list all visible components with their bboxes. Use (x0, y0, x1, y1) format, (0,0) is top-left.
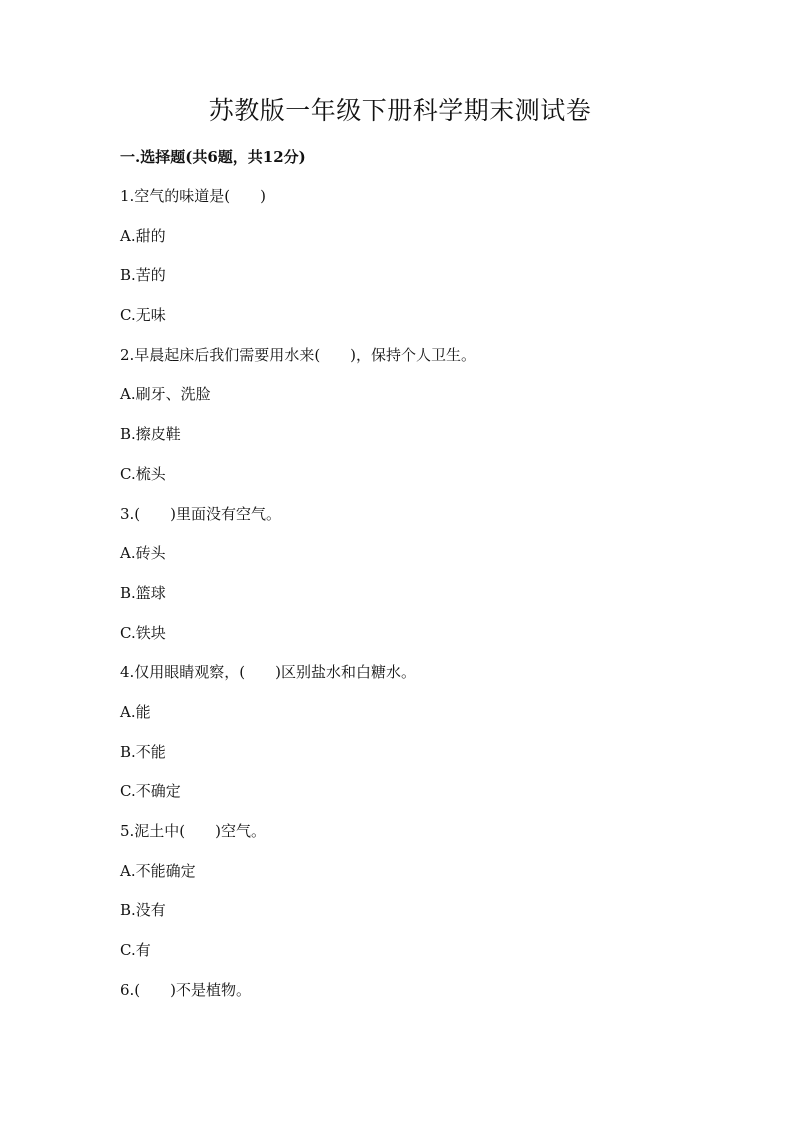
question-5-stem: 5.泥土中( )空气。 (120, 822, 267, 840)
question-4-option-b: B.不能 (120, 742, 166, 761)
page-title: 苏教版一年级下册科学期末测试卷 (208, 96, 592, 125)
question-1-option-b: B.苦的 (120, 266, 166, 285)
question-2-option-b: B.擦皮鞋 (120, 425, 181, 444)
question-5-option-a: A.不能确定 (120, 861, 196, 880)
question-4-option-a: A.能 (120, 702, 151, 721)
question-2-stem: 2.早晨起床后我们需要用水来( )，保持个人卫生。 (120, 345, 477, 364)
question-2-option-a: A.刷牙、洗脸 (120, 385, 211, 404)
question-5-option-c: C.有 (120, 941, 151, 960)
question-4-option-c: C.不确定 (120, 782, 181, 801)
question-6-stem: 6.( )不是植物。 (120, 980, 252, 999)
question-3-option-b: B.篮球 (120, 583, 166, 602)
question-1-option-a: A.甜的 (120, 226, 166, 245)
question-3-stem: 3.( )里面没有空气。 (120, 504, 282, 523)
question-list (120, 185, 476, 1018)
question-3-option-c: C.铁块 (120, 623, 166, 642)
question-4-stem: 4.仅用眼睛观察，( )区别盐水和白糖水。 (120, 663, 417, 682)
question-2-option-c: C.梳头 (120, 464, 166, 483)
question-1-stem: 1.空气的味道是( ) (120, 187, 267, 205)
question-1-option-c: C.无味 (120, 306, 166, 325)
question-3-option-a: A.砖头 (120, 544, 166, 563)
section-heading: 一.选择题(共6题，共12分) (120, 148, 306, 166)
question-5-option-b: B.没有 (120, 901, 166, 920)
